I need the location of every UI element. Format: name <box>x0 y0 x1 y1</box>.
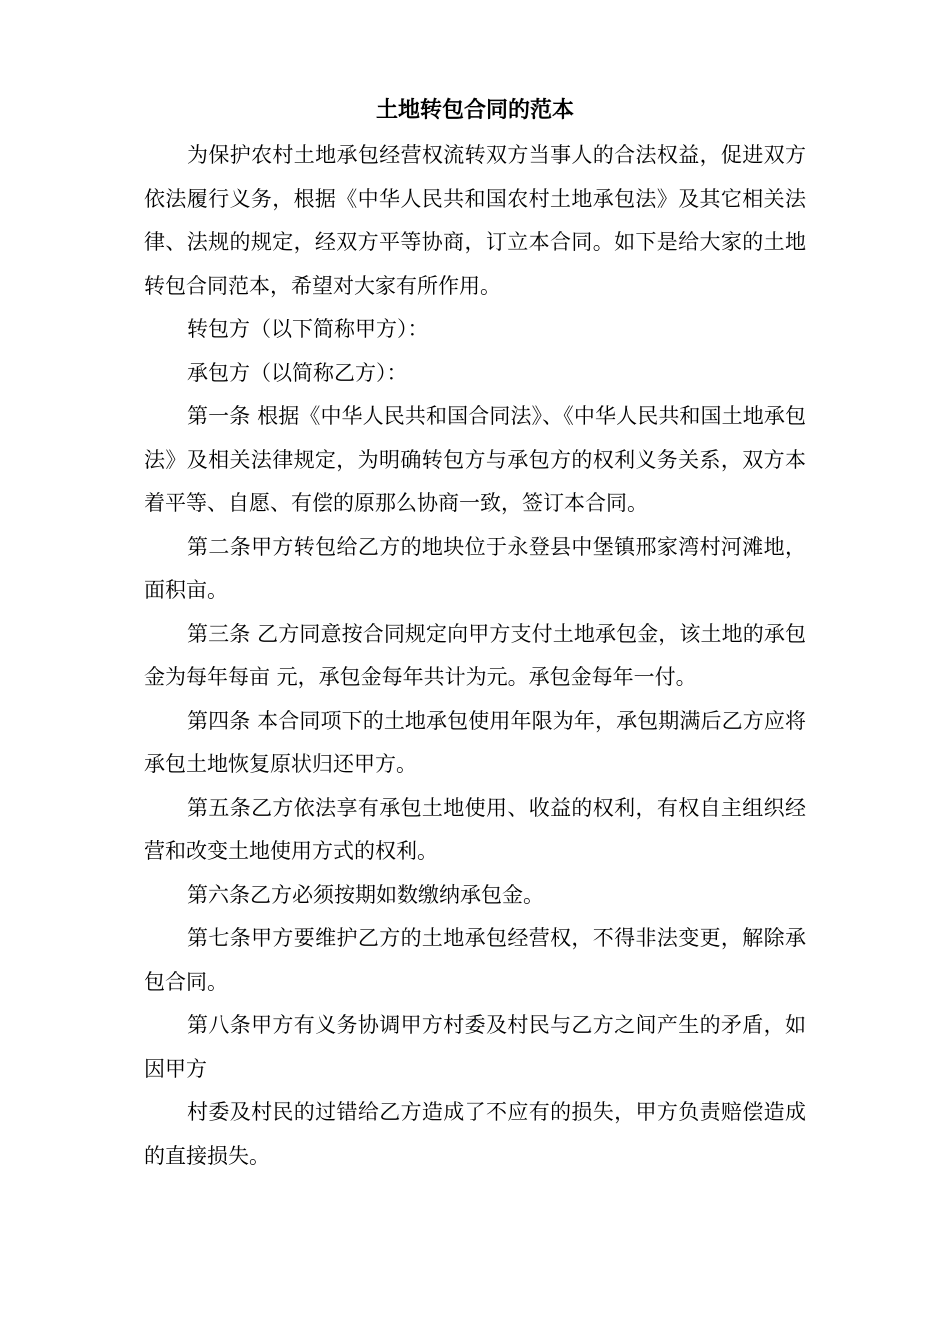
paragraph-article-3: 第三条 乙方同意按合同规定向甲方支付土地承包金，该土地的承包金为每年每亩 元，承包金每年共计为元。承包金每年一付。 <box>144 621 806 689</box>
paragraph-article-8: 第八条甲方有义务协调甲方村委及村民与乙方之间产生的矛盾，如因甲方 <box>144 1013 806 1081</box>
document-title: 土地转包合同的范本 <box>375 97 574 123</box>
paragraph-party-b: 承包方（以简称乙方）： <box>187 360 408 385</box>
paragraph-article-4: 第四条 本合同项下的土地承包使用年限为年，承包期满后乙方应将承包土地恢复原状归还甲方。 <box>144 708 806 776</box>
paragraph-article-2: 第二条甲方转包给乙方的地块位于永登县中堡镇邢家湾村河滩地，面积亩。 <box>144 534 806 602</box>
paragraph-article-8-continued: 村委及村民的过错给乙方造成了不应有的损失，甲方负责赔偿造成的直接损失。 <box>144 1100 806 1168</box>
paragraph-preamble: 为保护农村土地承包经营权流转双方当事人的合法权益，促进双方依法履行义务，根据《中华人民共和国农村土地承包法》及其它相关法律、法规的规定，经双方平等协商，订立本合同。如下是给大家的土地转包合同范本，希望对大家有所作用。 <box>144 143 806 298</box>
paragraph-article-7: 第七条甲方要维护乙方的土地承包经营权，不得非法变更，解除承包合同。 <box>144 926 806 994</box>
document-page <box>144 90 806 1178</box>
paragraph-article-1: 第一条 根据《中华人民共和国合同法》、《中华人民共和国土地承包法》及相关法律规定，为明确转包方与承包方的权利义务关系，双方本着平等、自愿、有偿的原那么协商一致，签订本合同。 <box>144 404 806 515</box>
paragraph-party-a: 转包方（以下简称甲方）： <box>187 317 429 341</box>
paragraph-article-6: 第六条乙方必须按期如数缴纳承包金。 <box>187 882 544 907</box>
paragraph-article-5: 第五条乙方依法享有承包土地使用、收益的权利，有权自主组织经营和改变土地使用方式的权利。 <box>144 795 806 863</box>
